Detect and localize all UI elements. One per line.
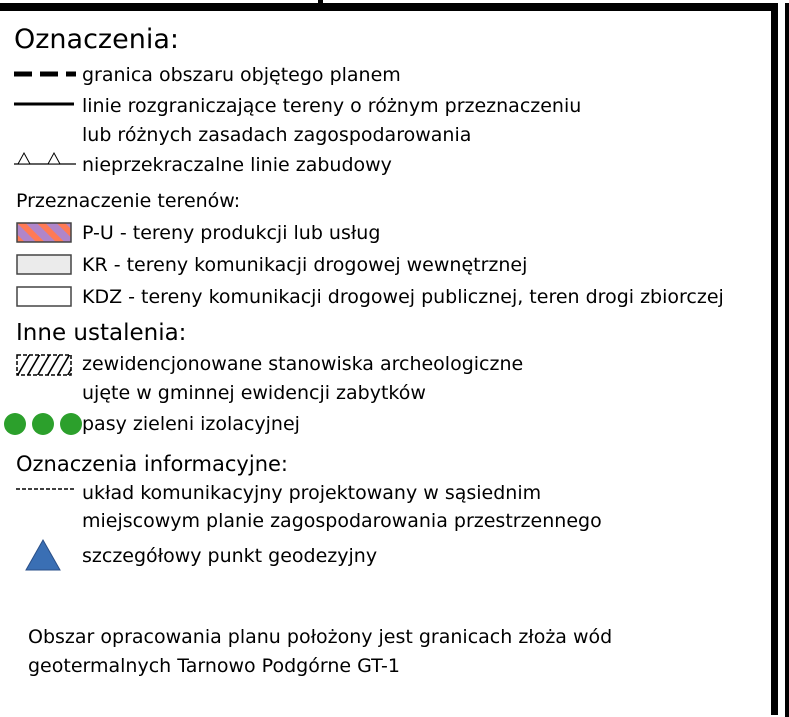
neighbour-road-label: układ komunikacyjny projektowany w sąsiednim [82,482,542,504]
kdz-swatch [16,286,72,307]
building-line-label: nieprzekraczalne linie zabudowy [82,154,392,176]
geodetic-point-icon [24,538,62,572]
kr-swatch [16,254,72,275]
archaeology-label-2: ujęte w gminnej ewidencji zabytków [82,382,426,404]
green-belt-symbol [3,412,85,436]
neighbour-road-symbol [16,486,74,492]
demarcation-line-symbol [14,98,74,110]
kdz-label: KDZ - tereny komunikacji drogowej publicznej, teren drogi zbiorczej [82,286,724,308]
archaeology-label: zewidencjonowane stanowiska archeologiczne [82,353,524,375]
geodetic-point-label: szczegółowy punkt geodezyjny [82,545,378,567]
land-use-heading: Przeznaczenie terenów: [16,190,241,212]
frame-right-edge [785,3,789,717]
frame-notch [318,0,323,6]
pu-swatch [16,222,72,243]
kr-label: KR - tereny komunikacji drogowej wewnętrznej [82,254,528,276]
plan-boundary-label: granica obszaru objętego planem [82,64,401,86]
archaeology-symbol [16,354,72,376]
pu-label: P-U - tereny produkcji lub usług [82,222,381,244]
info-heading: Oznaczenia informacyjne: [16,452,288,476]
legend-title: Oznaczenia: [14,24,179,55]
building-line-symbol [14,148,76,168]
geothermal-note-2: geotermalnych Tarnowo Podgórne GT-1 [28,655,400,677]
other-heading: Inne ustalenia: [16,320,187,346]
demarcation-line-label: linie rozgraniczające tereny o różnym przeznaczeniu [82,95,582,117]
geothermal-note: Obszar opracowania planu położony jest granicach złoża wód [28,626,613,648]
demarcation-line-label-2: lub różnych zasadach zagospodarowania [82,124,472,146]
neighbour-road-label-2: miejscowym planie zagospodarowania przestrzennego [82,510,602,532]
plan-boundary-symbol [14,67,76,81]
green-belt-label: pasy zieleni izolacyjnej [82,413,300,435]
